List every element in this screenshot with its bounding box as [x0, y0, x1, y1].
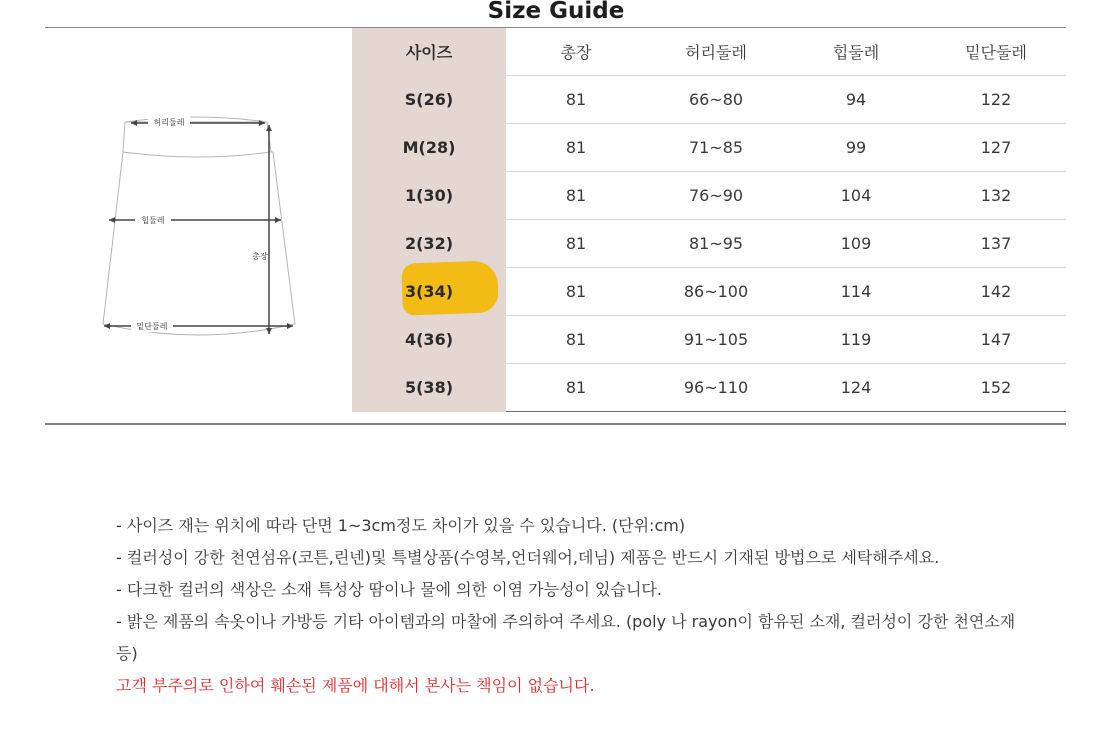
- hem-cell: 152: [926, 364, 1066, 412]
- note-line: - 컬러성이 강한 천연섬유(코튼,린넨)및 특별상품(수영복,언더웨어,데님) 제품은 반드시 기재된 방법으로 세탁해주세요.: [116, 548, 940, 567]
- hem-cell: 132: [926, 172, 1066, 220]
- skirt-diagram: [95, 110, 310, 345]
- header-size: 사이즈: [352, 28, 506, 76]
- length-cell: 81: [506, 268, 646, 316]
- size-cell: 1(30): [352, 172, 506, 220]
- hip-cell: 109: [786, 220, 926, 268]
- waist-cell: 81~95: [646, 220, 786, 268]
- table-row: [352, 316, 1066, 364]
- size-cell-highlighted: [352, 268, 506, 316]
- hip-cell: 119: [786, 316, 926, 364]
- bottom-divider: [45, 423, 1066, 425]
- waist-cell: 66~80: [646, 76, 786, 124]
- length-cell: 81: [506, 76, 646, 124]
- hem-cell: 122: [926, 76, 1066, 124]
- waist-label: 허리둘레: [153, 118, 185, 127]
- header-waist: 허리둘레: [646, 28, 786, 76]
- waist-cell: 71~85: [646, 124, 786, 172]
- size-cell: M(28): [352, 124, 506, 172]
- note-line: - 다크한 컬러의 색상은 소재 특성상 땀이나 물에 의한 이염 가능성이 있습니다.: [116, 580, 662, 599]
- size-table: [352, 28, 1066, 412]
- table-row: [352, 220, 1066, 268]
- length-cell: 81: [506, 364, 646, 412]
- length-cell: 81: [506, 220, 646, 268]
- hip-cell: 99: [786, 124, 926, 172]
- waist-cell: 91~105: [646, 316, 786, 364]
- hip-cell: 104: [786, 172, 926, 220]
- size-cell: S(26): [352, 76, 506, 124]
- hip-cell: 94: [786, 76, 926, 124]
- hip-label: 힙둘레: [141, 216, 165, 225]
- size-cell: 2(32): [352, 220, 506, 268]
- table-row: [352, 124, 1066, 172]
- hip-cell: 124: [786, 364, 926, 412]
- hem-cell: 137: [926, 220, 1066, 268]
- care-notes: [116, 510, 1016, 702]
- header-length: 총장: [506, 28, 646, 76]
- header-hip: 힙둘레: [786, 28, 926, 76]
- length-cell: 81: [506, 172, 646, 220]
- waist-cell: 76~90: [646, 172, 786, 220]
- hem-cell: 142: [926, 268, 1066, 316]
- hem-cell: 127: [926, 124, 1066, 172]
- hip-cell: 114: [786, 268, 926, 316]
- length-cell: 81: [506, 316, 646, 364]
- warning-text: 고객 부주의로 인하여 훼손된 제품에 대해서 본사는 책임이 없습니다.: [116, 676, 595, 695]
- size-cell-label: 3(34): [404, 282, 454, 301]
- note-line: - 사이즈 재는 위치에 따라 단면 1~3cm정도 차이가 있을 수 있습니다. (단위:cm): [116, 516, 686, 535]
- hem-cell: 147: [926, 316, 1066, 364]
- table-header-row: [352, 28, 1066, 76]
- size-cell: 5(38): [352, 364, 506, 412]
- waist-cell: 86~100: [646, 268, 786, 316]
- page-title: Size Guide: [487, 0, 625, 24]
- table-row: [352, 364, 1066, 412]
- table-row: [352, 172, 1066, 220]
- length-label: 총장: [252, 252, 268, 261]
- header-hem: 밑단둘레: [926, 28, 1066, 76]
- waist-cell: 96~110: [646, 364, 786, 412]
- table-row: [352, 76, 1066, 124]
- length-cell: 81: [506, 124, 646, 172]
- hem-label: 밑단둘레: [136, 322, 168, 331]
- table-row-highlighted: [352, 268, 1066, 316]
- size-cell: 4(36): [352, 316, 506, 364]
- note-line: - 밝은 제품의 속옷이나 가방등 기타 아이템과의 마찰에 주의하여 주세요. (poly 나 rayon이 함유된 소재, 컬러성이 강한 천연소재 등): [116, 612, 1016, 663]
